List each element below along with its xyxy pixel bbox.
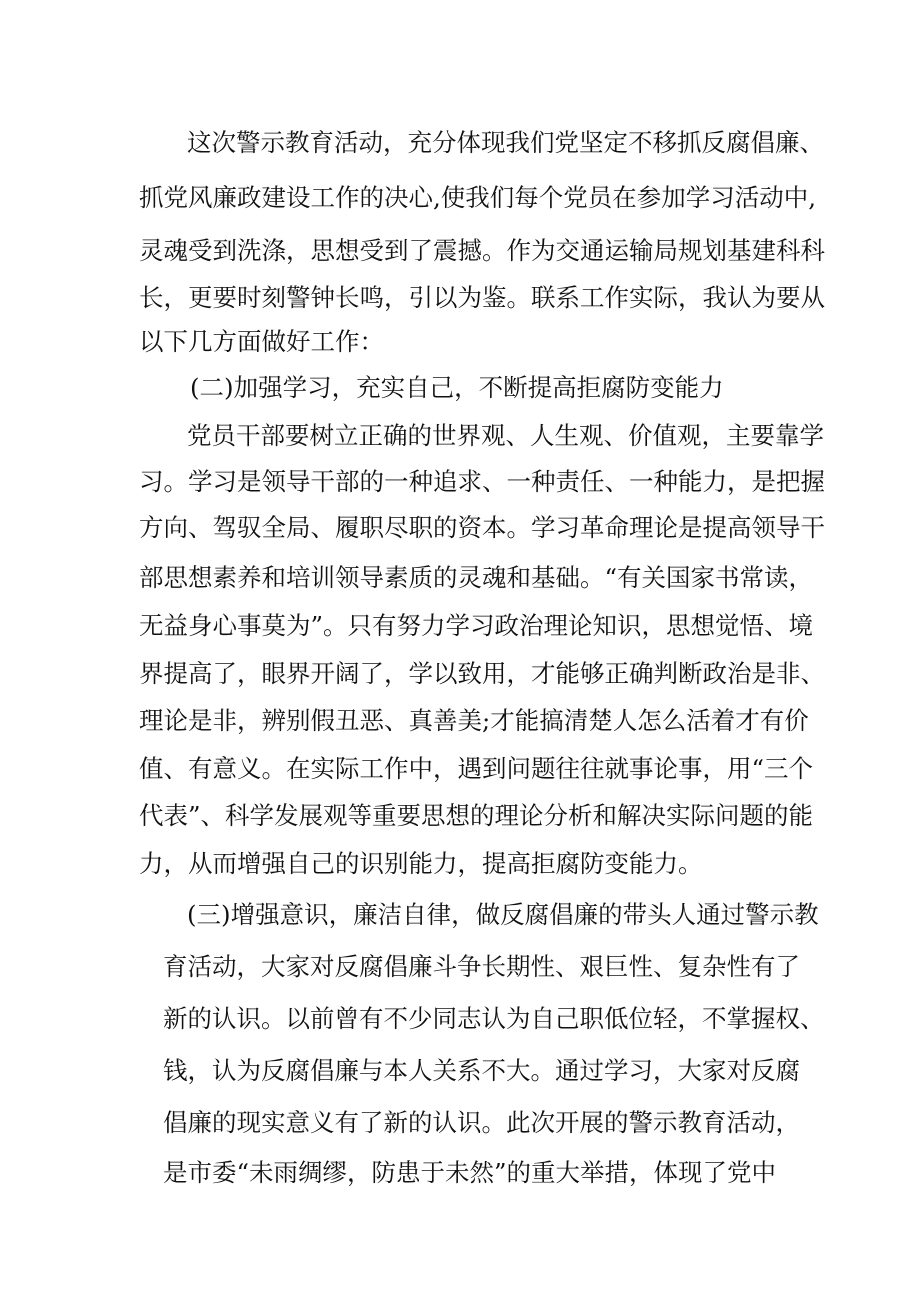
section-heading-3: (三)增强意识，廉洁自律，做反腐倡廉的带头人通过警示教 xyxy=(187,900,819,929)
paragraph-2-line-3: 方向、驾驭全局、履职尽职的资本。学习革命理论是提高领导干 xyxy=(139,513,825,542)
paragraph-2-line-6: 界提高了，眼界开阔了，学以致用，才能够正确判断政治是非、 xyxy=(139,659,825,688)
paragraph-2-line-8: 值、有意义。在实际工作中，遇到问题往往就事论事，用“三个 xyxy=(139,754,814,783)
paragraph-2-line-4: 部思想素养和培训领导素质的灵魂和基础。“有关国家书常读， xyxy=(139,563,814,592)
paragraph-1-line-3: 灵魂受到洗涤，思想受到了震撼。作为交通运输局规划基建科科 xyxy=(139,236,825,265)
paragraph-2-line-7: 理论是非，辨别假丑恶、真善美;才能搞清楚人怎么活着才有价 xyxy=(139,706,809,735)
paragraph-2-line-1: 党员干部要树立正确的世界观、人生观、价值观，主要靠学 xyxy=(187,421,824,450)
paragraph-3-line-4: 钱，认为反腐倡廉与本人关系不大。通过学习，大家对反腐 xyxy=(163,1056,800,1085)
paragraph-1-line-4: 长，更要时刻警钟长鸣，引以为鉴。联系工作实际，我认为要从 xyxy=(139,283,825,312)
paragraph-2-line-10: 力，从而增强自己的识别能力，提高拒腐防变能力。 xyxy=(139,849,703,878)
paragraph-2-line-5: 无益身心事莫为”。只有努力学习政治理论知识，思想觉悟、境 xyxy=(139,611,814,640)
paragraph-2-line-2: 习。学习是领导干部的一种追求、一种责任、一种能力，是把握 xyxy=(139,467,825,496)
paragraph-1-line-2: 抓党风廉政建设工作的决心,使我们每个党员在参加学习活动中, xyxy=(139,183,817,212)
paragraph-3-line-3: 新的认识。以前曾有不少同志认为自己职低位轻，不掌握权、 xyxy=(163,1004,825,1033)
paragraph-2-line-9: 代表”、科学发展观等重要思想的理论分析和解决实际问题的能 xyxy=(139,801,814,830)
paragraph-3-line-5: 倡廉的现实意义有了新的认识。此次开展的警示教育活动， xyxy=(163,1108,800,1137)
paragraph-1-line-5: 以下几方面做好工作： xyxy=(139,327,384,356)
paragraph-3-line-2: 育活动，大家对反腐倡廉斗争长期性、艰巨性、复杂性有了 xyxy=(163,952,800,981)
paragraph-1-line-1: 这次警示教育活动，充分体现我们党坚定不移抓反腐倡廉、 xyxy=(187,128,824,157)
section-heading-2: (二)加强学习，充实自己，不断提高拒腐防变能力 xyxy=(190,373,724,402)
paragraph-3-line-6: 是市委“未雨绸缪，防患于未然”的重大举措，体现了党中 xyxy=(163,1158,777,1187)
